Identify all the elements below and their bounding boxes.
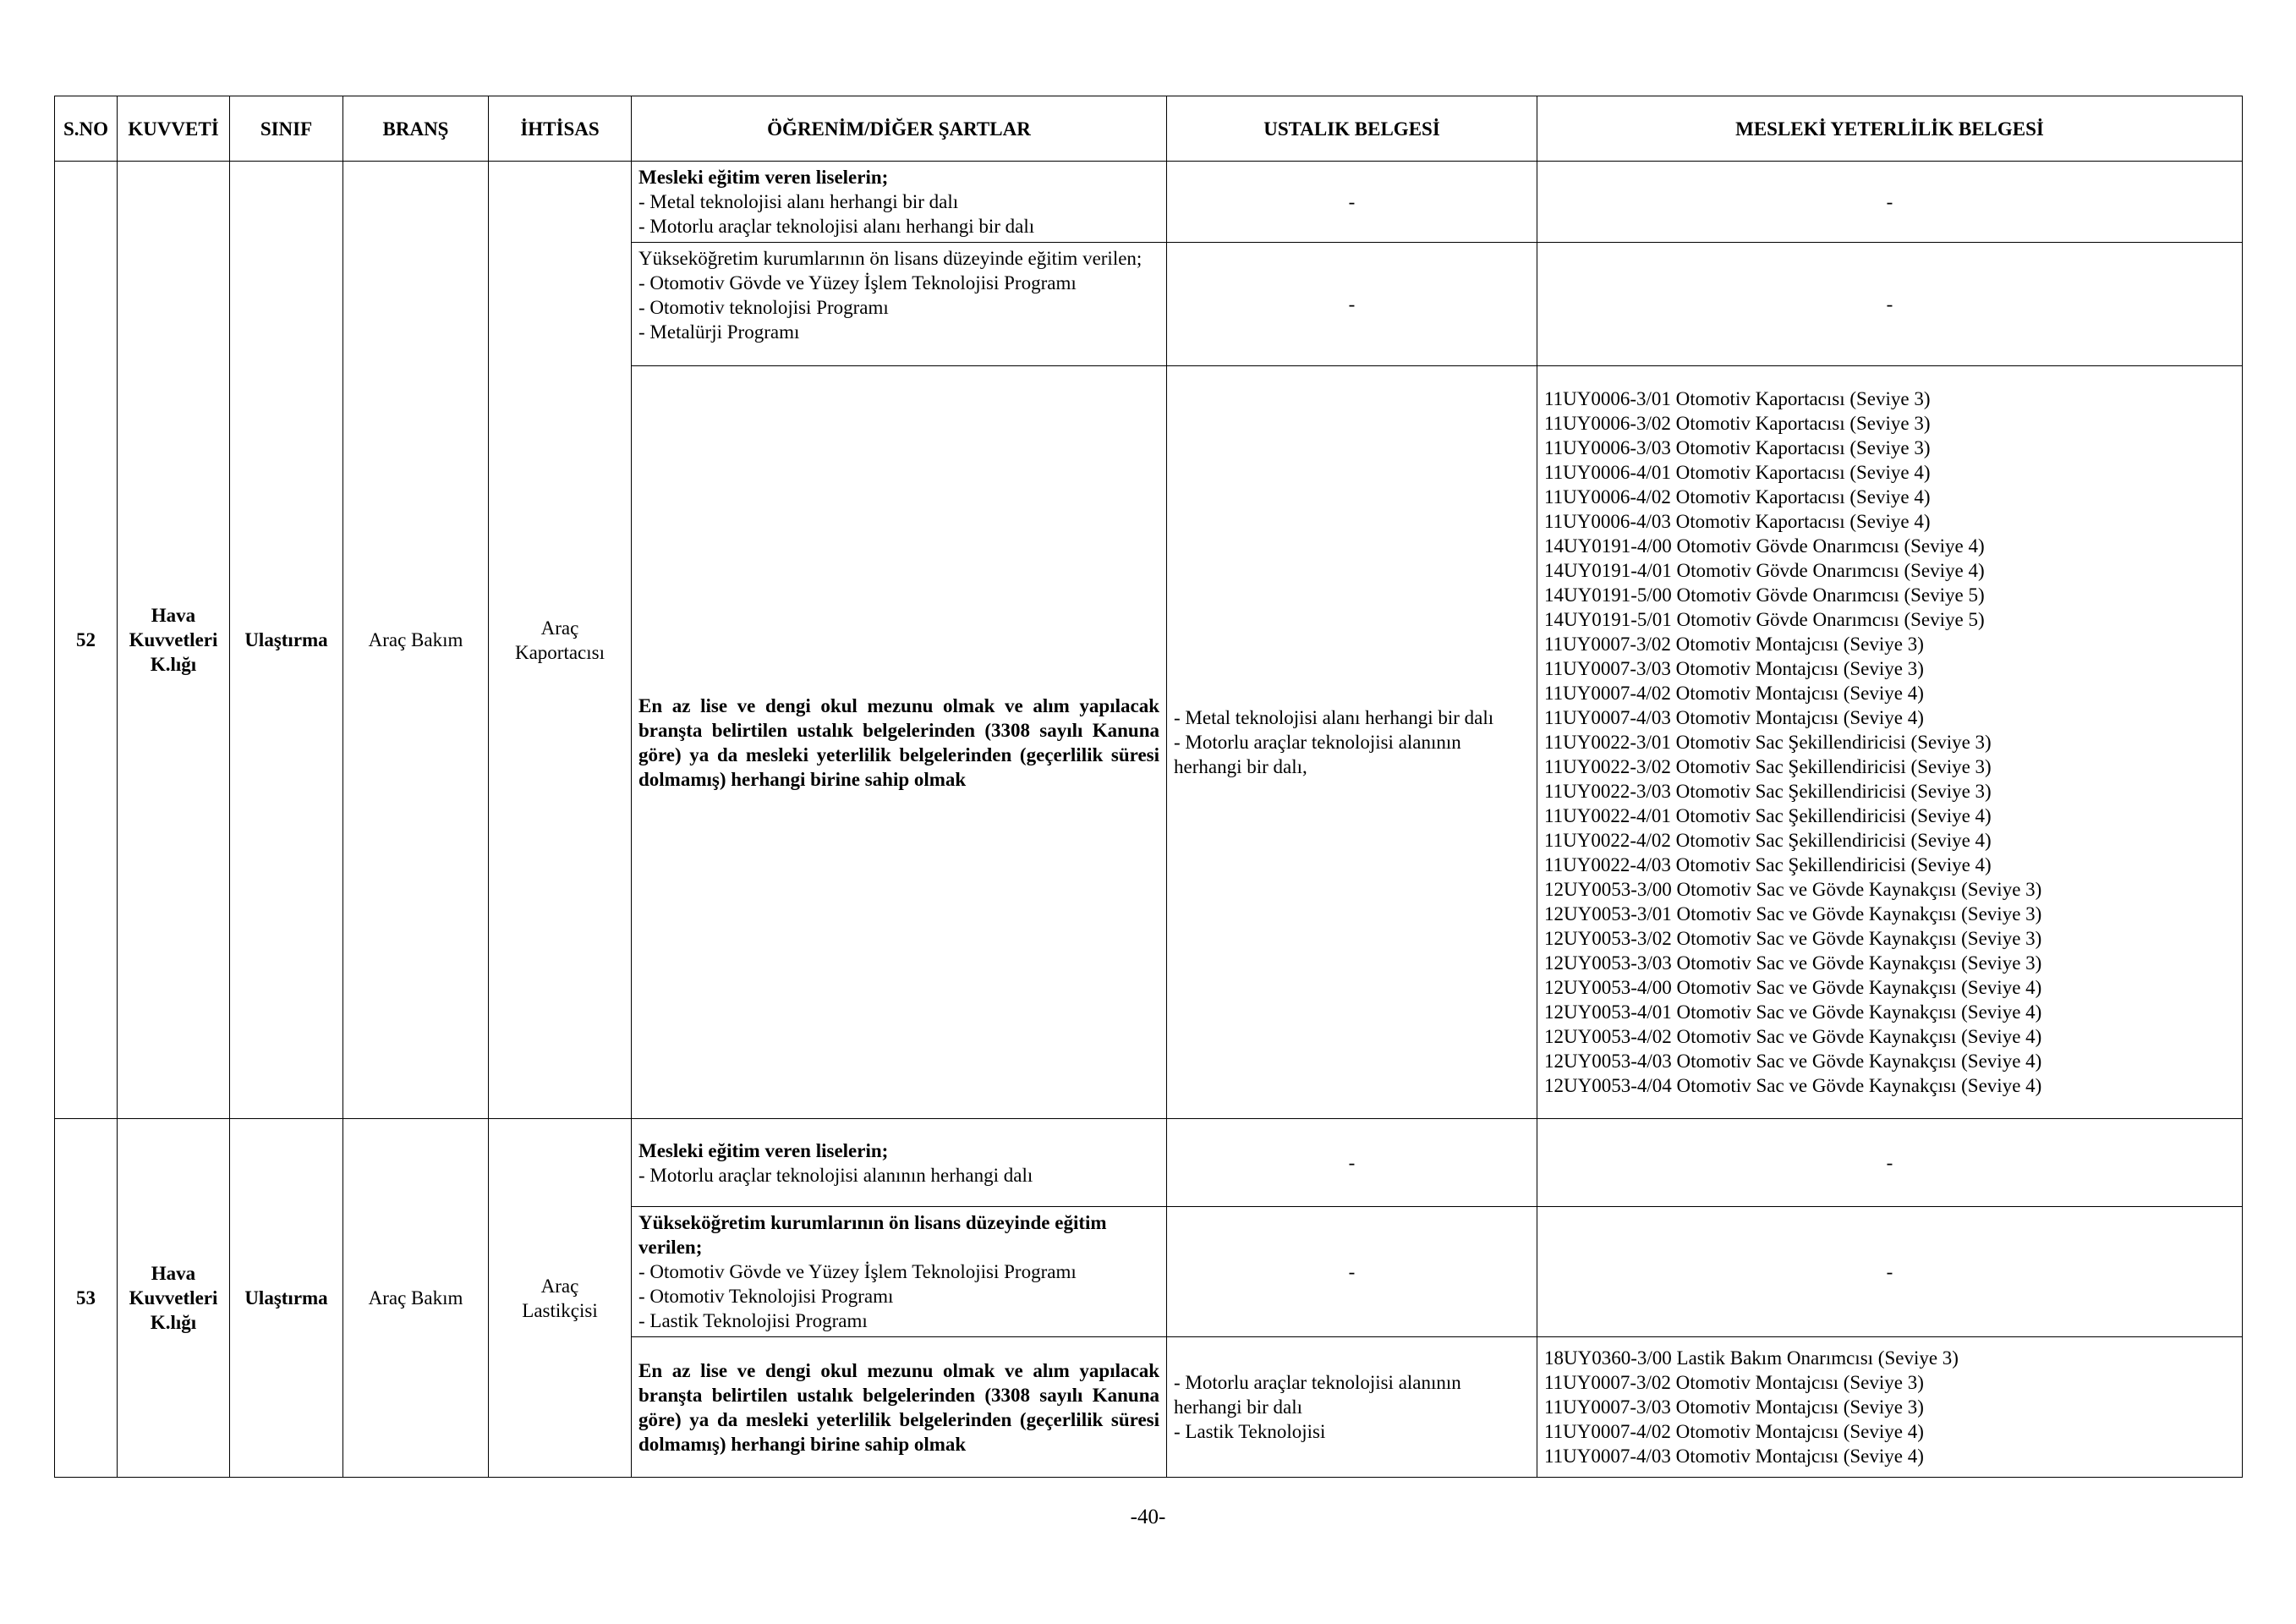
myb-line: 11UY0007-3/03 Otomotiv Montajcısı (Seviye 3) [1544, 658, 1924, 679]
ustalik-line: - Motorlu araçlar teknolojisi alanının herhangi bir dalı [1174, 1372, 1461, 1418]
myb-line: 11UY0007-3/02 Otomotiv Montajcısı (Seviye 3) [1544, 1372, 1924, 1393]
myb-line: 12UY0053-3/02 Otomotiv Sac ve Gövde Kaynakçısı (Seviye 3) [1544, 928, 2042, 949]
brans-cell: Araç Bakım [343, 1119, 489, 1478]
ogrenim-line: Yükseköğretim kurumlarının ön lisans düzeyinde eğitim verilen; [638, 248, 1143, 269]
myb-line: 11UY0007-4/03 Otomotiv Montajcısı (Seviye 4) [1544, 707, 1924, 728]
kuvvet-line: K.lığı [150, 654, 197, 675]
requirements-table [54, 96, 2243, 1478]
header-kuvvet: KUVVETİ [118, 96, 230, 162]
myb-line: 14UY0191-5/01 Otomotiv Gövde Onarımcısı (Seviye 5) [1544, 609, 1985, 630]
page-number: -40- [1130, 1506, 1166, 1528]
ogrenim-line: - Otomotiv Teknolojisi Programı [638, 1286, 894, 1307]
myb-line: 12UY0053-4/00 Otomotiv Sac ve Gövde Kaynakçısı (Seviye 4) [1544, 977, 2042, 998]
myb-line: 12UY0053-4/04 Otomotiv Sac ve Gövde Kaynakçısı (Seviye 4) [1544, 1075, 2042, 1096]
ogrenim-line: - Metal teknolojisi alanı herhangi bir dalı [638, 191, 959, 212]
myb-line: 12UY0053-3/00 Otomotiv Sac ve Gövde Kaynakçısı (Seviye 3) [1544, 879, 2042, 900]
sno-cell: 53 [55, 1119, 118, 1478]
ustalik-line: - Lastik Teknolojisi [1174, 1421, 1326, 1442]
ogrenim-line: - Otomotiv Gövde ve Yüzey İşlem Teknolojisi Programı [638, 1261, 1077, 1282]
sinif-cell: Ulaştırma [230, 162, 343, 1119]
myb-line: 11UY0007-4/03 Otomotiv Montajcısı (Seviye 4) [1544, 1446, 1924, 1467]
myb-line: 11UY0007-4/02 Otomotiv Montajcısı (Seviye 4) [1544, 683, 1924, 704]
myb-line: 11UY0022-4/02 Otomotiv Sac Şekillendiricisi (Seviye 4) [1544, 830, 1992, 851]
ogrenim-line: - Lastik Teknolojisi Programı [638, 1310, 868, 1331]
ogrenim-line: - Otomotiv Gövde ve Yüzey İşlem Teknolojisi Programı [638, 272, 1077, 294]
header-ustalik: USTALIK BELGESİ [1167, 96, 1537, 162]
ihtisas-line: Lastikçisi [522, 1299, 598, 1321]
kuvvet-line: Kuvvetleri [129, 1287, 218, 1309]
myb-line: 12UY0053-4/01 Otomotiv Sac ve Gövde Kaynakçısı (Seviye 4) [1544, 1001, 2042, 1023]
ustalik-line: - Motorlu araçlar teknolojisi alanının herhangi bir dalı, [1174, 732, 1461, 777]
header-myb: MESLEKİ YETERLİLİK BELGESİ [1537, 96, 2243, 162]
myb-line: 11UY0007-4/02 Otomotiv Montajcısı (Seviye 4) [1544, 1421, 1924, 1442]
header-row [55, 96, 2243, 162]
kuvvet-line: Hava [151, 605, 196, 626]
myb-cell [1537, 1337, 2243, 1478]
myb-line: 14UY0191-5/00 Otomotiv Gövde Onarımcısı (Seviye 5) [1544, 584, 1985, 606]
myb-line: 11UY0022-3/02 Otomotiv Sac Şekillendiricisi (Seviye 3) [1544, 756, 1992, 777]
header-brans: BRANŞ [343, 96, 489, 162]
myb-line: 11UY0006-3/03 Otomotiv Kaportacısı (Seviye 3) [1544, 437, 1931, 458]
header-ihtisas: İHTİSAS [489, 96, 632, 162]
myb-line: 11UY0006-4/03 Otomotiv Kaportacısı (Seviye 4) [1544, 511, 1931, 532]
myb-line: 12UY0053-3/03 Otomotiv Sac ve Gövde Kaynakçısı (Seviye 3) [1544, 952, 2042, 974]
ihtisas-line: Araç [540, 617, 579, 639]
ustalik-cell: - [1167, 1207, 1537, 1337]
ustalik-line: - Metal teknolojisi alanı herhangi bir dalı [1174, 707, 1494, 728]
ogrenim-title: Mesleki eğitim veren liselerin; [638, 167, 889, 188]
ogrenim-cell [632, 1119, 1167, 1207]
header-ogrenim: ÖĞRENİM/DİĞER ŞARTLAR [632, 96, 1167, 162]
myb-line: 12UY0053-4/02 Otomotiv Sac ve Gövde Kaynakçısı (Seviye 4) [1544, 1026, 2042, 1047]
myb-line: 11UY0022-3/03 Otomotiv Sac Şekillendiricisi (Seviye 3) [1544, 781, 1992, 802]
ogrenim-line: - Otomotiv teknolojisi Programı [638, 297, 889, 318]
kuvvet-line: Kuvvetleri [129, 629, 218, 650]
header-sno: S.NO [55, 96, 118, 162]
ustalik-cell [1167, 1337, 1537, 1478]
ogrenim-cell [632, 243, 1167, 366]
ogrenim-line: - Metalürji Programı [638, 321, 800, 343]
header-sinif: SINIF [230, 96, 343, 162]
myb-cell: - [1537, 1119, 2243, 1207]
ogrenim-line: - Motorlu araçlar teknolojisi alanı herhangi bir dalı [638, 216, 1035, 237]
myb-line: 18UY0360-3/00 Lastik Bakım Onarımcısı (Seviye 3) [1544, 1347, 1959, 1369]
table-row [55, 1119, 2243, 1207]
myb-line: 11UY0006-3/02 Otomotiv Kaportacısı (Seviye 3) [1544, 413, 1931, 434]
myb-line: 11UY0007-3/02 Otomotiv Montajcısı (Seviye 3) [1544, 634, 1924, 655]
kuvvet-line: Hava [151, 1263, 196, 1284]
ustalik-cell [1167, 366, 1537, 1119]
ogrenim-line: - Motorlu araçlar teknolojisi alanının herhangi dalı [638, 1164, 1033, 1186]
myb-line: 11UY0022-4/03 Otomotiv Sac Şekillendiricisi (Seviye 4) [1544, 854, 1992, 875]
myb-line: 11UY0006-3/01 Otomotiv Kaportacısı (Seviye 3) [1544, 388, 1931, 409]
myb-cell: - [1537, 162, 2243, 243]
myb-line: 14UY0191-4/01 Otomotiv Gövde Onarımcısı (Seviye 4) [1544, 560, 1985, 581]
ogrenim-cell: En az lise ve dengi okul mezunu olmak ve alım yapılacak branşta belirtilen ustalık belgelerinden (3308 sayılı Kanuna göre) ya da mesleki yeterlilik belgelerinden (geçerlilik süresi dolmamış) herhangi birine sahip olmak [632, 1337, 1167, 1478]
kuvvet-cell [118, 162, 230, 1119]
myb-line: 11UY0007-3/03 Otomotiv Montajcısı (Seviye 3) [1544, 1396, 1924, 1418]
ustalik-cell: - [1167, 243, 1537, 366]
myb-line: 14UY0191-4/00 Otomotiv Gövde Onarımcısı (Seviye 4) [1544, 535, 1985, 557]
myb-line: 12UY0053-4/03 Otomotiv Sac ve Gövde Kaynakçısı (Seviye 4) [1544, 1051, 2042, 1072]
ogrenim-cell [632, 1207, 1167, 1337]
table-row [55, 162, 2243, 243]
kuvvet-line: K.lığı [150, 1312, 197, 1333]
ihtisas-line: Araç [540, 1275, 579, 1297]
myb-cell: - [1537, 1207, 2243, 1337]
ogrenim-title: Mesleki eğitim veren liselerin; [638, 1139, 889, 1161]
ihtisas-line: Kaportacısı [514, 641, 605, 663]
ogrenim-cell [632, 162, 1167, 243]
myb-line: 12UY0053-3/01 Otomotiv Sac ve Gövde Kaynakçısı (Seviye 3) [1544, 903, 2042, 924]
ogrenim-cell: En az lise ve dengi okul mezunu olmak ve alım yapılacak branşta belirtilen ustalık belgelerinden (3308 sayılı Kanuna göre) ya da mesleki yeterlilik belgelerinden (geçerlilik süresi dolmamış) herhangi birine sahip olmak [632, 366, 1167, 1119]
ustalik-cell: - [1167, 1119, 1537, 1207]
myb-cell: - [1537, 243, 2243, 366]
myb-line: 11UY0006-4/01 Otomotiv Kaportacısı (Seviye 4) [1544, 462, 1931, 483]
ihtisas-cell [489, 1119, 632, 1478]
myb-line: 11UY0022-3/01 Otomotiv Sac Şekillendiricisi (Seviye 3) [1544, 732, 1992, 753]
myb-line: 11UY0022-4/01 Otomotiv Sac Şekillendiricisi (Seviye 4) [1544, 805, 1992, 826]
ustalik-cell: - [1167, 162, 1537, 243]
ihtisas-cell [489, 162, 632, 1119]
kuvvet-cell [118, 1119, 230, 1478]
myb-line: 11UY0006-4/02 Otomotiv Kaportacısı (Seviye 4) [1544, 486, 1931, 508]
sinif-cell: Ulaştırma [230, 1119, 343, 1478]
brans-cell: Araç Bakım [343, 162, 489, 1119]
ogrenim-title: Yükseköğretim kurumlarının ön lisans düzeyinde eğitim verilen; [638, 1212, 1107, 1258]
sno-cell: 52 [55, 162, 118, 1119]
myb-cell [1537, 366, 2243, 1119]
